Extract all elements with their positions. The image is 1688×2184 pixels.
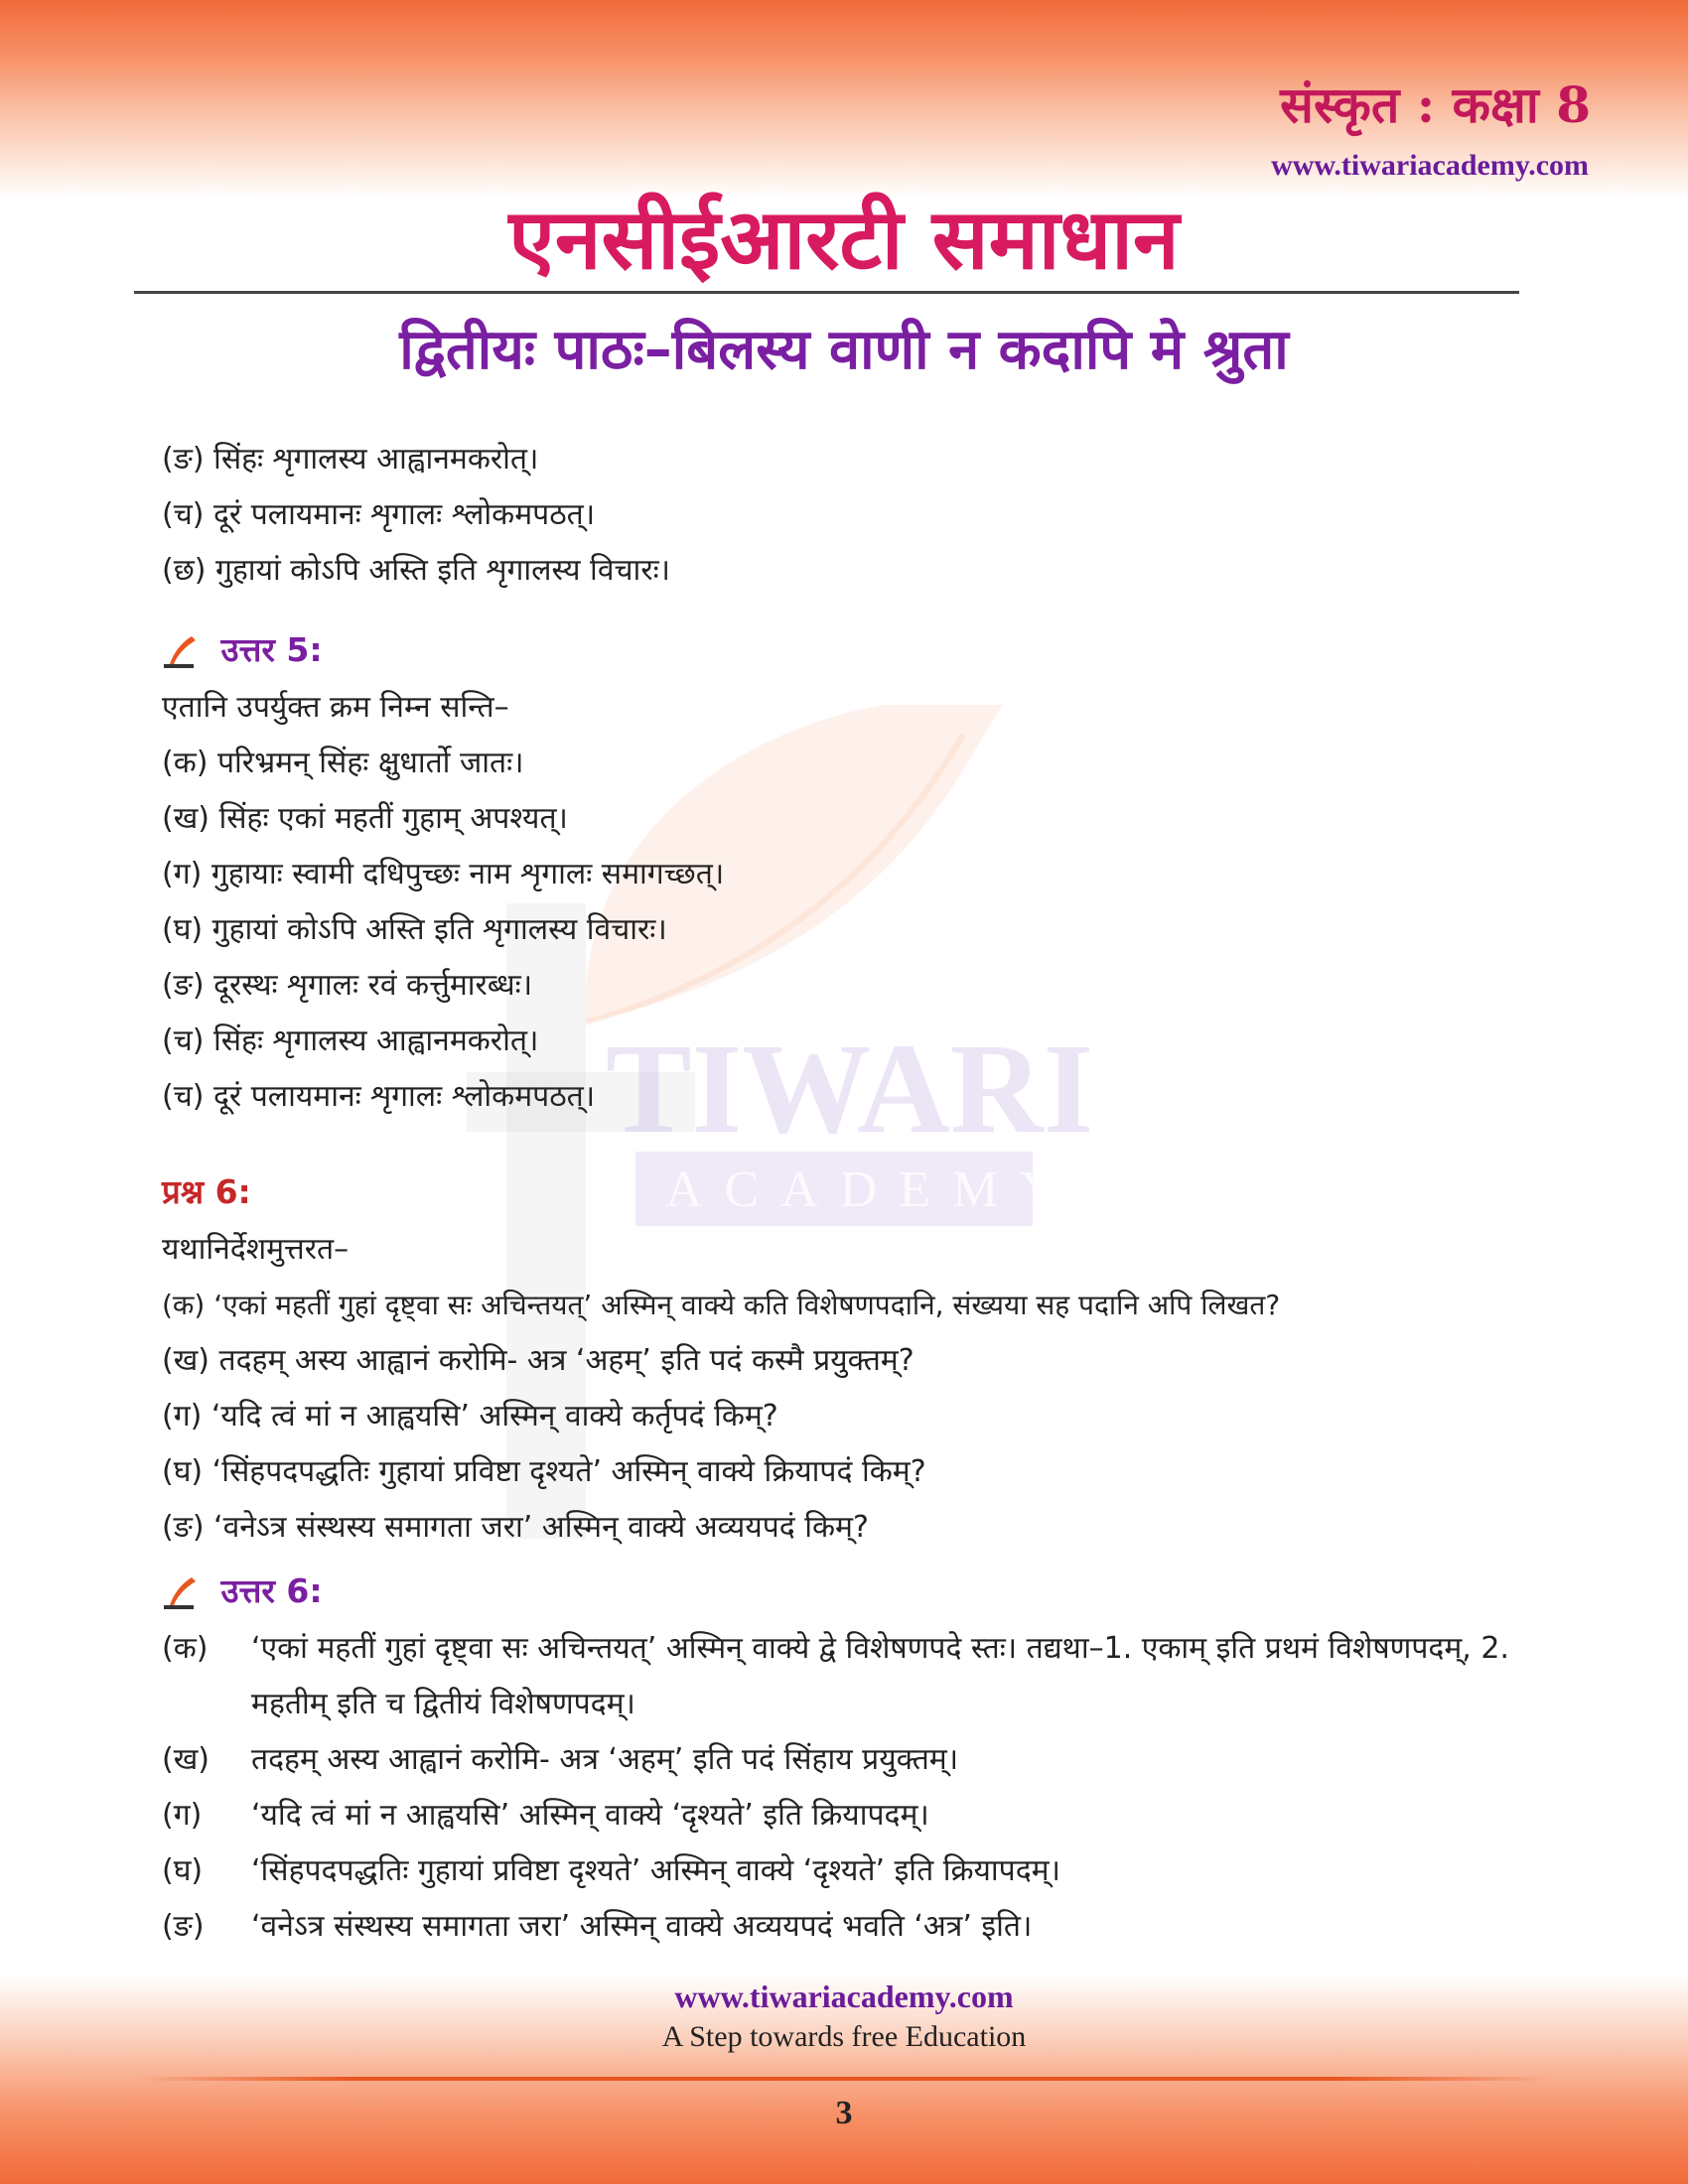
footer-website[interactable]: www.tiwariacademy.com xyxy=(674,1979,1014,2014)
footer-tagline: A Step towards free Education xyxy=(661,2020,1027,2053)
answer-6-item-label: (ग) xyxy=(162,1798,203,1833)
intro-line: (च) दूरं पलायमानः शृगालः श्लोकमपठत्। xyxy=(162,497,596,532)
answer-5-item: (च) दूरं पलायमानः शृगालः श्लोकमपठत्। xyxy=(162,1079,596,1114)
intro-line: (ङ) सिंहः शृगालस्य आह्वानमकरोत्। xyxy=(162,442,539,477)
header-website[interactable]: www.tiwariacademy.com xyxy=(1271,149,1589,182)
answer-6-item-text: ‘सिंहपदपद्धतिः गुहायां प्रविष्टा दृश्यते’ अस्मिन् वाक्ये ‘दृश्यते’ इति क्रियापदम्। xyxy=(251,1853,1060,1888)
question-6-item: (ङ) ‘वनेऽत्र संस्थस्य समागता जरा’ अस्मिन् वाक्ये अव्ययपदं किम्? xyxy=(162,1510,869,1545)
answer-6-item xyxy=(162,1788,1552,1843)
question-6-intro: यथानिर्देशमुत्तरत– xyxy=(162,1232,350,1267)
page-title: एनसीईआरटी समाधान xyxy=(508,191,1180,288)
answer-6-item xyxy=(162,1732,1552,1788)
answer-5-item: (ग) गुहायाः स्वामी दधिपुच्छः नाम शृगालः समागच्छत्। xyxy=(162,857,725,891)
content xyxy=(162,432,1552,1955)
answer-5-item: (घ) गुहायां कोऽपि अस्ति इति शृगालस्य विचारः। xyxy=(162,912,667,947)
quill-pen-icon xyxy=(162,1575,204,1611)
answer-6-item-label: (ङ) xyxy=(162,1909,205,1944)
watermark-text: TIWARI xyxy=(606,1018,1094,1160)
question-6-heading: प्रश्न 6: xyxy=(162,1172,251,1211)
quill-pen-icon xyxy=(162,634,204,670)
answer-5-heading xyxy=(162,620,1552,680)
question-6-item: (क) ‘एकां महतीं गुहां दृष्ट्वा सः अचिन्तयत्’ अस्मिन् वाक्ये कति विशेषणपदानि, संख्यया सह पदानि अपि लिखत? xyxy=(162,1289,1281,1321)
answer-6-heading-text: उत्तर 6: xyxy=(220,1571,323,1610)
subject-label: संस्कृत : कक्षा 8 xyxy=(1280,75,1591,134)
answer-5-item: (ङ) दूरस्थः शृगालः रवं कर्त्तुमारब्धः। xyxy=(162,968,533,1003)
answer-5-heading-text: उत्तर 5: xyxy=(220,630,323,669)
footer-divider xyxy=(139,2077,1549,2081)
answer-6-item-text: ‘एकां महतीं गुहां दृष्ट्वा सः अचिन्तयत्’ अस्मिन् वाक्ये द्वे विशेषणपदे स्तः। तद्यथा–1. एकाम् इति प्रथमं विशेषणपदम्, 2. महतीम् इति च द्वितीयं विशेषणपदम्। xyxy=(251,1631,1509,1721)
chapter-title: द्वितीयः पाठः–बिलस्य वाणी न कदापि मे श्रुता xyxy=(399,318,1289,382)
question-6-item: (ग) ‘यदि त्वं मां न आह्वयसि’ अस्मिन् वाक्ये कर्तृपदं किम्? xyxy=(162,1399,778,1433)
answer-6-item xyxy=(162,1843,1552,1899)
question-6-item: (ख) तदहम् अस्य आह्वानं करोमि- अत्र ‘अहम्’ इति पदं कस्मै प्रयुक्तम्? xyxy=(162,1343,914,1378)
title-divider xyxy=(134,291,1519,294)
answer-5-item: (च) सिंहः शृगालस्य आह्वानमकरोत्। xyxy=(162,1024,539,1058)
answer-6-item xyxy=(162,1621,1552,1732)
page-number: 3 xyxy=(835,2095,853,2131)
answer-6-item-text: ‘यदि त्वं मां न आह्वयसि’ अस्मिन् वाक्ये ‘दृश्यते’ इति क्रियापदम्। xyxy=(251,1798,929,1833)
answer-6-item xyxy=(162,1899,1552,1955)
answer-6-item-text: तदहम् अस्य आह्वानं करोमि- अत्र ‘अहम्’ इति पदं सिंहाय प्रयुक्तम्। xyxy=(251,1742,959,1777)
answer-6-item-text: ‘वनेऽत्र संस्थस्य समागता जरा’ अस्मिन् वाक्ये अव्ययपदं भवति ‘अत्र’ इति। xyxy=(251,1909,1033,1944)
answer-6-heading xyxy=(162,1562,1552,1621)
answer-6-item-label: (घ) xyxy=(162,1853,204,1888)
intro-line: (छ) गुहायां कोऽपि अस्ति इति शृगालस्य विचारः। xyxy=(162,553,671,588)
answer-5-item: (क) परिभ्रमन् सिंहः क्षुधार्तो जातः। xyxy=(162,746,524,780)
question-6-item: (घ) ‘सिंहपदपद्धतिः गुहायां प्रविष्टा दृश्यते’ अस्मिन् वाक्ये क्रियापदं किम्? xyxy=(162,1454,926,1489)
watermark-subtext: ACADEMY xyxy=(665,1161,1079,1218)
answer-6-item-label: (क) xyxy=(162,1631,209,1666)
answer-6-item-label: (ख) xyxy=(162,1742,210,1777)
answer-5-item: (ख) सिंहः एकां महतीं गुहाम् अपश्यत्। xyxy=(162,801,568,836)
answer-5-intro: एतानि उपर्युक्त क्रम निम्न सन्ति– xyxy=(162,690,509,725)
